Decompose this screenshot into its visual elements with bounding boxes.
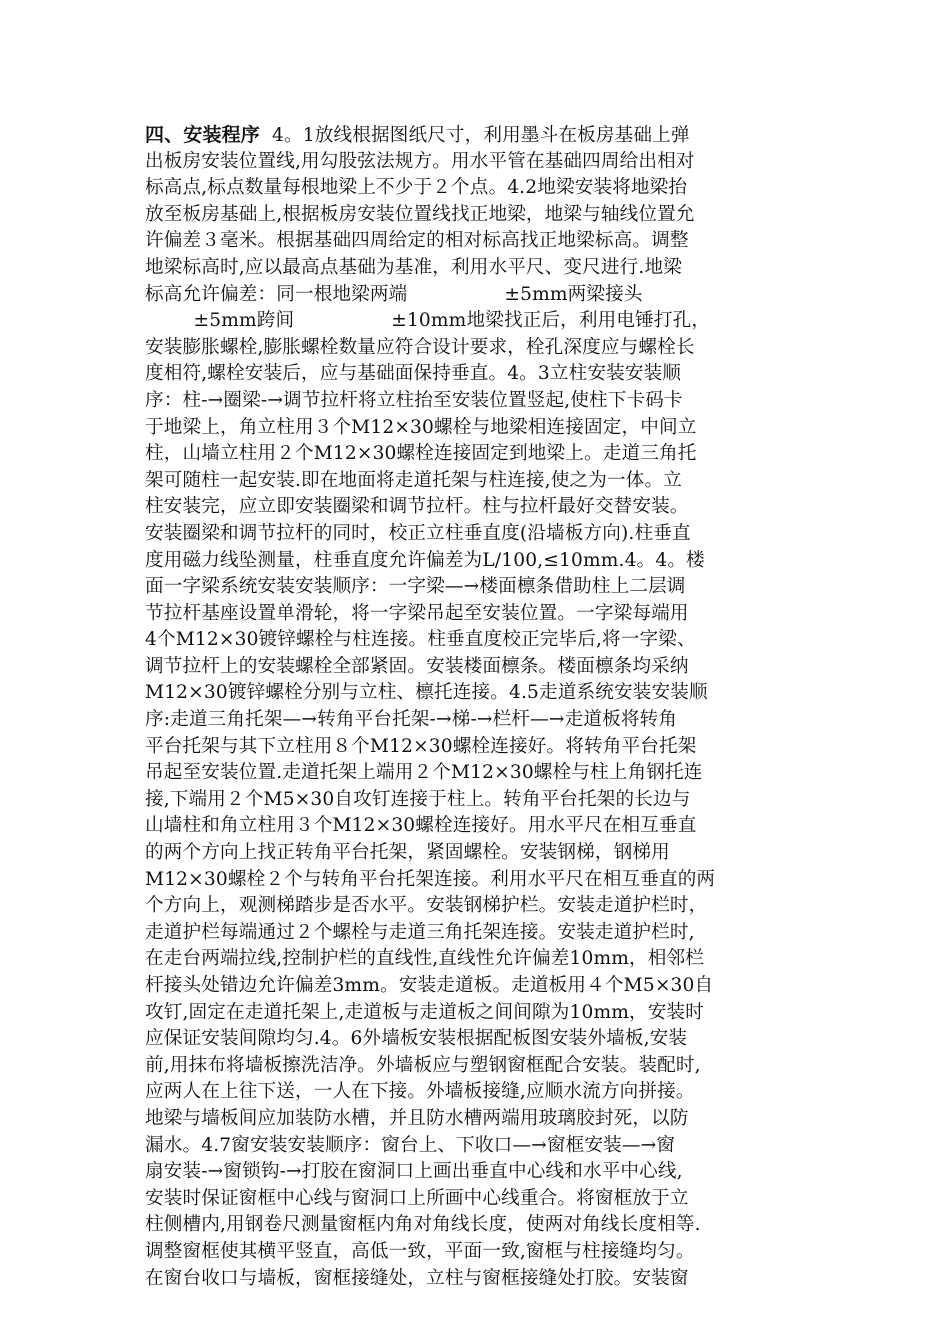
text-line: 度用磁力线坠测量，柱垂直度允许偏差为L/100,≤10mm.4。4。楼: [145, 549, 705, 571]
text-line: 杆接头处错边允许偏差3mm。安装走道板。走道板用４个M5×30自: [145, 975, 714, 996]
text-line: 于地梁上，角立柱用３个M12×30螺栓与地梁相连接固定，中间立: [145, 416, 697, 438]
installation-procedure-section: [145, 122, 813, 1292]
text-line: 度相符,螺栓安装后，应与基础面保持垂直。4。3立柱安装安装顺: [145, 363, 682, 385]
text-line: 标高允许偏差：同一根地梁两端 ±5mm两梁接头: [145, 283, 643, 305]
text-line: 个方向上，观测梯踏步是否水平。安装钢梯护栏。安装走道护栏时，: [145, 895, 708, 917]
text-line: 柱侧槽内,用钢卷尺测量窗框内角对角线长度，使两对角线长度相等.: [145, 1214, 701, 1236]
text-line: 地梁标高时,应以最高点基础为基准，利用水平尺、变尺进行.地梁: [145, 256, 682, 278]
text-line: 的两个方向上找正转角平台托架，紧固螺栓。安装钢梯，钢梯用: [145, 842, 670, 864]
text-line-content: 4。1放线根据图纸尺寸，利用墨斗在板房基础上弹: [259, 125, 690, 146]
text-line: 序:走道三角托架—→转角平台托架-→梯-→栏杆—→走道板将转角: [145, 709, 678, 731]
text-line: 攻钉,固定在走道托架上,走道板与走道板之间间隙为10mm，安装时: [145, 1001, 704, 1023]
text-line: 扇安装-→窗锁钩-→打胶在窗洞口上画出垂直中心线和水平中心线,: [145, 1161, 683, 1183]
text-line: 节拉杆基座设置单滑轮，将一字梁吊起至安装位置。一字梁每端用: [145, 602, 689, 624]
text-line: ±5mm跨间 ±10mm地梁找正后，利用电锤打孔，: [145, 310, 711, 332]
text-line: 柱安装完，应立即安装圈梁和调节拉杆。柱与拉杆最好交替安装。: [145, 496, 689, 518]
text-line: 4个M12×30镀锌螺栓与柱连接。柱垂直度校正完毕后,将一字梁、: [145, 629, 696, 651]
text-line: M12×30镀锌螺栓分别与立柱、檩托连接。4.5走道系统安装安装顺: [145, 682, 708, 704]
text-line: 地梁与墙板间应加装防水槽，并且防水槽两端用玻璃胶封死，以防: [145, 1107, 689, 1129]
text-line: 吊起至安装位置.走道托架上端用２个M12×30螺栓与柱上角钢托连: [145, 762, 703, 784]
text-line: 漏水。4.7窗安装安装顺序：窗台上、下收口—→窗框安装—→窗: [145, 1134, 676, 1156]
text-line: [145, 122, 813, 149]
text-line: 许偏差３毫米。根据基础四周给定的相对标高找正地梁标高。调整: [145, 230, 689, 252]
text-line: 序：柱-→圈梁-→调节拉杆将立柱抬至安装位置竖起,使柱下卡码卡: [145, 389, 683, 411]
text-line: 面一字梁系统安装安装顺序：一字梁—→楼面檩条借助柱上二层调: [145, 576, 686, 598]
text-line: 走道护栏每端通过２个螺栓与走道三角托架连接。安装走道护栏时,: [145, 921, 695, 943]
text-line: 应保证安装间隙均匀.4。6外墙板安装根据配板图安装外墙板,安装: [145, 1028, 688, 1050]
text-line: 标高点,标点数量每根地梁上不少于２个点。4.2地梁安装将地梁抬: [145, 177, 688, 199]
text-line: 山墙柱和角立柱用３个M12×30螺栓连接好。用水平尺在相互垂直: [145, 815, 697, 837]
text-line: 平台托架与其下立柱用８个M12×30螺栓连接好。将转角平台托架: [145, 735, 697, 757]
text-line: 安装膨胀螺栓,膨胀螺栓数量应符合设计要求，栓孔深度应与螺栓长: [145, 336, 695, 358]
text-line: 调节拉杆上的安装螺栓全部紧固。安装楼面檩条。楼面檩条均采纳: [145, 655, 689, 677]
text-line: 前,用抹布将墙板擦洗洁净。外墙板应与塑钢窗框配合安装。装配时,: [145, 1054, 701, 1076]
text-line: 调整窗框使其横平竖直，高低一致，平面一致,窗框与柱接缝均匀。: [145, 1240, 695, 1262]
text-line: 放至板房基础上,根据板房安装位置线找正地梁，地梁与轴线位置允: [145, 203, 695, 225]
text-line: 接,下端用２个M5×30自攻钉连接于柱上。转角平台托架的长边与: [145, 788, 691, 810]
text-line: 在走台两端拉线,控制护栏的直线性,直线性允许偏差10mm，相邻栏: [145, 948, 704, 970]
text-line: 架可随柱一起安装.即在地面将走道托架与柱连接,使之为一体。立: [145, 469, 682, 491]
text-line: 柱，山墙立柱用２个M12×30螺栓连接固定到地梁上。走道三角托: [145, 443, 697, 465]
text-line: 出板房安装位置线,用勾股弦法规方。用水平管在基础四周给出相对: [145, 150, 695, 172]
text-line: 应两人在上往下送，一人在下接。外墙板接缝,应顺水流方向拼接。: [145, 1081, 695, 1103]
text-line: 安装时保证窗框中心线与窗洞口上所画中心线重合。将窗框放于立: [145, 1187, 689, 1209]
text-line: M12×30螺栓２个与转角平台托架连接。利用水平尺在相互垂直的两: [145, 868, 716, 890]
text-line: 安装圈梁和调节拉杆的同时，校正立柱垂直度(沿墙板方向).柱垂直: [145, 522, 691, 544]
section-heading: 四、安装程序: [145, 124, 260, 146]
text-line: 在窗台收口与墙板，窗框接缝处，立柱与窗框接缝处打胶。安装窗: [145, 1267, 689, 1289]
